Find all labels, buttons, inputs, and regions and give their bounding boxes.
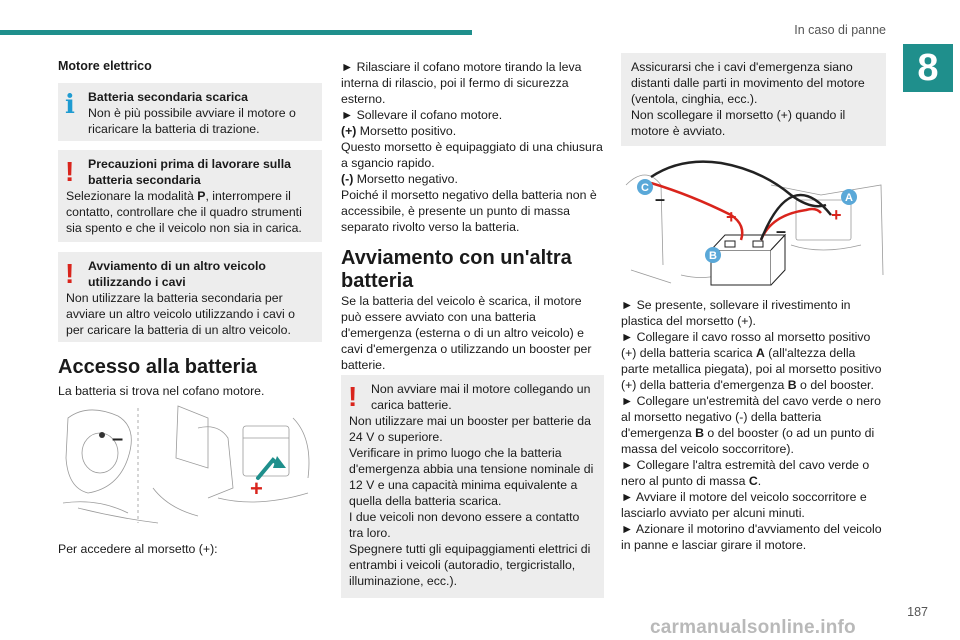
warning-icon: ! [65,156,75,187]
note-line-terminal: Non scollegare il morsetto (+) quando il motore è avviato. [631,108,846,138]
figure-minus-b: – [776,221,787,241]
step-connect-black [621,393,886,457]
step-connect-ground-bold: C [748,474,758,488]
step-lift-hood: ► Sollevare il cofano motore. [341,108,503,122]
warning-line-equipment: Spegnere tutti gli equipaggiamenti elettrici di entrambi i veicoli (autoradio, tergicristallo, illuminazione, ecc.). [349,542,591,588]
info-box-text: Non è più possibile avviare il motore o ricaricare la batteria di trazione. [88,106,296,136]
figure-plus-label: + [250,476,263,501]
figure-minus-label: – [112,428,124,450]
watermark: carmanualsonline.info [650,617,856,638]
step-crank-engine: ► Azionare il motorino d'avviamento del veicolo in panne e lasciar girare il motore. [621,522,882,552]
warning-box-precautions [58,150,322,242]
negative-label: (-) [341,172,354,186]
step-connect-red-after: (all'altezza della parte metallica piegata), poi al morsetto positivo (+) della batteria d'emergenza [621,346,882,392]
figure-label-a: A [845,192,853,204]
step-connect-ground-after: . [757,474,762,488]
warning-line-voltage: Verificare in primo luogo che la batteria d'emergenza abbia una tensione nominale di 12 V e una capacità minima equivalente a quella della batteria scarica. [349,446,594,508]
step-connect-black-before: ► Collegare un'estremità del cavo verde o nero al morsetto negativo (-) della batteria d'emergenza [621,394,881,440]
jump-start-illustration [621,155,886,290]
warning-box-title: Avviamento di un altro veicolo utilizzando i cavi [88,259,266,289]
warning-icon: ! [348,381,358,412]
info-icon: i [65,90,75,120]
figure-plus-a: + [831,205,842,225]
figure-plus-b: + [726,207,737,227]
battery-location-illustration [58,398,320,528]
figure-minus-c: – [655,189,666,209]
positive-description: Questo morsetto è equipaggiato di una chiusura a sgancio rapido. [341,140,603,170]
warning-box-text: Non utilizzare la batteria secondaria per avviare un altro veicolo utilizzando i cavi o per caricare la batteria di un altro veicolo. [66,291,295,337]
start-heading [341,247,604,293]
positive-label: (+) [341,124,357,138]
step-connect-red-end: o del booster. [796,378,874,392]
step-release-hood: ► Rilasciare il cofano motore tirando la leva interna di rilascio, poi il fermo di sicurezza esterno. [341,60,582,106]
warning-box-title: Precauzioni prima di lavorare sulla batteria secondaria [88,157,291,187]
info-box [58,83,322,141]
warning-box-title: Non avviare mai il motore collegando un carica batterie. [371,382,591,412]
step-connect-red [621,329,886,393]
step-connect-red-bold: A [755,346,765,360]
warning-text-before: Selezionare la modalità [66,189,198,203]
figure-label-b: B [709,250,717,262]
warning-box-cables [58,252,322,342]
access-text: La batteria si trova nel cofano motore. [58,384,265,398]
note-line-cables: Assicurarsi che i cavi d'emergenza siano distanti dalle parti in movimento del motore (ventola, cinghia, ecc.). [631,60,865,106]
header-accent-bar [0,30,472,35]
step-connect-red-bold-b: B [787,378,797,392]
negative-text: Morsetto negativo. [353,172,458,186]
warning-icon: ! [65,258,75,289]
warning-box-charger [341,375,604,598]
step-connect-black-after: o del booster (o ad un punto di massa del veicolo soccorritore). [621,426,875,456]
warning-line-contact: I due veicoli non devono essere a contatto tra loro. [349,510,580,540]
jump-start-steps [621,297,886,553]
chapter-number: 8 [903,44,953,92]
access-terminal-text: Per accedere al morsetto (+): [58,542,218,556]
motor-heading: Motore elettrico [58,59,152,73]
note-box [621,53,886,146]
step-lift-cover: ► Se presente, sollevare il rivestimento in plastica del morsetto (+). [621,298,851,328]
step-connect-ground-before: ► Collegare l'altra estremità del cavo verde o nero al punto di massa [621,458,870,488]
start-text: Se la batteria del veicolo è scarica, il motore può essere avviato con una batteria d'emergenza (esterna o di un altro veicolo) e cavi d'emergenza o utilizzando un booster per batterie. [341,294,592,372]
figure-label-c: C [641,182,649,194]
section-title: In caso di panne [794,23,886,37]
start-heading-text: Avviamento con un'altra batteria [341,247,572,292]
page-number: 187 [907,605,928,619]
step-connect-ground [621,457,886,489]
steps-top [341,59,604,235]
step-connect-black-bold: B [695,426,705,440]
warning-text-after: , interrompere il contatto, controllare che il quadro strumenti sia spento e che il veicolo non sia in carica. [66,189,302,235]
step-start-rescuer: ► Avviare il motore del veicolo soccorritore e lasciarlo avviato per alcuni minuti. [621,490,867,520]
info-box-title: Batteria secondaria scarica [88,90,248,104]
step-connect-red-before: ► Collegare il cavo rosso al morsetto positivo (+) della batteria scarica [621,330,871,360]
negative-description: Poiché il morsetto negativo della batteria non è accessibile, è presente un punto di massa separato rivolto verso la batteria. [341,188,597,234]
warning-line-booster: Non utilizzare mai un booster per batterie da 24 V o superiore. [349,414,591,444]
access-heading: Accesso alla batteria [58,356,257,378]
warning-text-bold: P [197,189,206,203]
positive-text: Morsetto positivo. [356,124,457,138]
